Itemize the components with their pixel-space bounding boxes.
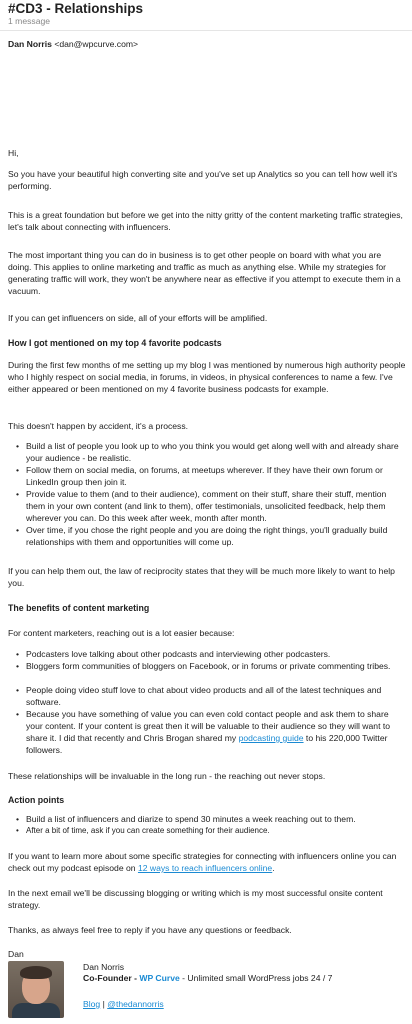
list-item: • Podcasters love talking about other podcasts and interviewing other podcasters. <box>26 648 406 660</box>
paragraph-text: If you want to learn more about some specific strategies for connecting with influencers online you can check out my podcast episode on <box>8 851 397 873</box>
paragraph-2: This is a great foundation but before we get into the nitty gritty of the content marketing traffic strategies, let's talk about connecting with influencers. <box>8 210 403 232</box>
signature-links <box>83 998 164 1010</box>
paragraph-5: During the first few months of me setting up my blog I was mentioned by numerous high authority people who I highly respect on social media, in forums, in videos, in physical conferences to name a few. I've either appeared or been mentioned on my 4 favorite business podcasts for example. <box>8 360 406 394</box>
list-item: • People doing video stuff love to chat about video products and all of the latest techniques and software. <box>26 684 406 708</box>
list-item: • Follow them on social media, on forums, at meetups wherever. If they have their own forum or LinkedIn group then join it. <box>26 464 406 488</box>
benefits-list <box>26 648 406 756</box>
action-list <box>26 813 406 837</box>
list-item: • Over time, if you chose the right people and you are doing the right things, you'll gradually build relationships with them and opportunities will come up. <box>26 524 406 548</box>
blog-link[interactable]: Blog <box>83 999 101 1009</box>
paragraph-12: Thanks, as always feel free to reply if you have any questions or feedback. <box>8 925 292 935</box>
paragraph-10 <box>8 850 406 874</box>
paragraph-4: If you can get influencers on side, all of your efforts will be amplified. <box>8 313 268 323</box>
list-item <box>26 708 406 756</box>
greeting: Hi, <box>8 148 19 158</box>
influencers-episode-link[interactable]: 12 ways to reach influencers online <box>137 863 273 873</box>
email-subject: #CD3 - Relationships <box>8 1 144 16</box>
process-list <box>26 440 406 548</box>
avatar-hair <box>20 966 52 979</box>
signature-tagline: - Unlimited small WordPress jobs 24 / 7 <box>179 973 333 983</box>
list-item: • Provide value to them (and to their audience), comment on their stuff, share their stuff, mention them in your own content (and link to them), offer testimonials, unsolicited feedback, help them wherever you can. Do this week after week, month after month. <box>26 488 406 524</box>
avatar <box>8 961 64 1018</box>
paragraph-text: . <box>272 863 275 873</box>
section-heading-actions: Action points <box>8 795 65 805</box>
list-item: • Build a list of influencers and diarize to spend 30 minutes a week reaching out to them. <box>26 813 406 825</box>
paragraph-9: These relationships will be invaluable in the long run - the reaching out never stops. <box>8 771 326 781</box>
email-header <box>0 0 412 60</box>
header-divider <box>0 30 412 31</box>
sender-name: Dan Norris <box>8 39 52 49</box>
company-name: WP Curve <box>139 973 180 983</box>
list-item-text: to his 220,000 Twitter followers. <box>26 733 388 755</box>
message-count: 1 message <box>8 16 51 26</box>
paragraph-3: The most important thing you can do in business is to get other people on board with what you are doing. This applies to online marketing and traffic as much as anything else. While my strategies for generating traffic will work, they won't be anywhere near as effective if you attempt to execute them in a vacuum. <box>8 250 401 296</box>
paragraph-8: For content marketers, reaching out is a lot easier because: <box>8 628 235 638</box>
sender-email: <dan@wpcurve.com> <box>54 39 139 49</box>
list-item-text: Because you have something of value you can even cold contact people and ask them to share your content. If your content is great then it will be valuable to their audience so they will want to share it. I did that recently and Chris Brogan shared my <box>26 709 391 743</box>
avatar-shirt <box>12 1003 60 1018</box>
podcasting-guide-link[interactable]: podcasting guide <box>238 733 304 743</box>
signature-role <box>83 972 332 984</box>
section-heading-podcasts: How I got mentioned on my top 4 favorite podcasts <box>8 338 222 348</box>
list-item: • Build a list of people you look up to who you think you would get along well with and already share your audience - be realistic. <box>26 440 406 464</box>
list-item: • After a bit of time, ask if you can create something for their audience. <box>26 825 406 837</box>
paragraph-7: If you can help them out, the law of reciprocity states that they will be much more likely to want to help you. <box>8 566 395 588</box>
twitter-link[interactable]: @thedannorris <box>107 999 164 1009</box>
paragraph-11: In the next email we'll be discussing blogging or writing which is my most successful onsite content strategy. <box>8 888 383 910</box>
signoff: Dan <box>8 949 24 959</box>
signature-role-prefix: Co-Founder - <box>83 973 140 983</box>
section-heading-benefits: The benefits of content marketing <box>8 603 150 613</box>
sender[interactable] <box>8 38 138 50</box>
list-item: • Bloggers form communities of bloggers on Facebook, or in forums or private commenting tribes. <box>26 660 406 684</box>
paragraph-6: This doesn't happen by accident, it's a process. <box>8 421 189 431</box>
paragraph-1: So you have your beautiful high converting site and you've set up Analytics so you can tell how well it's performing. <box>8 169 398 191</box>
signature-name: Dan Norris <box>83 962 125 972</box>
link-separator: | <box>100 999 108 1009</box>
